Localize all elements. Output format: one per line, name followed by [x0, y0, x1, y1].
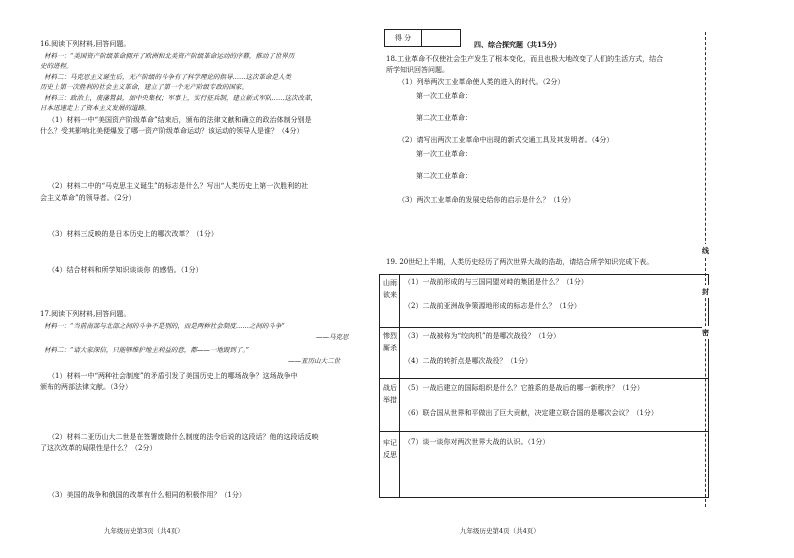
table-item: （2）二战前亚洲战争策源地形成的标志是什么？（1分）	[404, 302, 581, 310]
q16-material-1: 材料一：“美国资产阶级革命拥开了欧洲和北美资产阶级革命运动的序幕，推动了世界历	[44, 52, 295, 60]
table-item: （7）谈一谈你对两次世界大战的认识。（1分）	[404, 438, 550, 446]
section-title: 四、综合探究题（共15分）	[474, 40, 561, 49]
q17-material-1-source: ——马克思	[316, 333, 349, 341]
q17-part-2-cont: 了这次改革的局限性是什么？（2分）	[40, 444, 157, 452]
table-row-divider	[380, 431, 708, 432]
table-row-divider	[380, 327, 708, 328]
q17-part-1-cont: 颁布的两部法律文献。（3分）	[40, 383, 132, 391]
q18-answer-1a: 第一次工业革命：	[416, 92, 472, 100]
q16-part-1-cont: 什么？受其影响北美便爆发了哪一资产阶级革命运动？该运动的领导人是谁？（4分）	[40, 127, 304, 135]
q16-stem: 16.阅读下列材料,回答问题。	[40, 40, 131, 48]
q19-table	[379, 274, 709, 498]
q19-stem: 19. 20世纪上半期，人类历史经历了两次世界大战的浩劫，请结合所学知识完成下表。	[386, 258, 654, 266]
table-item: （1）一战前形成的与三国同盟对峙的集团是什么？（1分）	[404, 278, 588, 286]
margin-char-feng: 封	[702, 287, 709, 296]
q16-material-1-cont: 史的进程。	[40, 62, 73, 70]
q17-part-1: （1）材料一中“两种社会制度”的矛盾引发了美国历史上的哪场战争？这场战争中	[48, 372, 298, 380]
table-item: （5）一战后建立的国际组织是什么？它推系的是战后的哪一新秩序？（1分）	[404, 384, 644, 392]
q16-material-2: 材料二：马克思主义诞生后，无产阶级的斗争有了科学理论的指导……这次革命是人类	[44, 73, 291, 81]
left-page-footer: 九年级历史第3页（共4页）	[104, 527, 184, 535]
table-row-label: 牢记反思	[383, 439, 397, 459]
q16-part-2: （2）材料二中的“马克思主义诞生”的标志是什么？写出“人类历史上第一次胜利的社	[48, 182, 309, 190]
q17-material-2-source: ——亚历山大二世	[288, 357, 340, 365]
binding-line	[705, 32, 706, 507]
q16-material-3: 材料三：政治上，废藩置县，加中央集权；军事上，实行征兵制，建立新式军队……这次改革，	[44, 94, 317, 102]
q18-part-1: （1）列举两次工业革命使人类的进入的时代。（2分）	[398, 78, 565, 86]
q16-part-4: （4）结合材料和所学知识谈谈你 的感悟。（1分）	[48, 266, 203, 274]
q18-answer-2a: 第一次工业革命：	[416, 150, 472, 158]
q18-part-2: （2）请写出两次工业革命中出现的新式交通工具及其发明者。（4分）	[398, 136, 614, 144]
q18-stem: 18.工业革命不仅使社会生产发生了根本变化，而且也极大地改变了人们的生活方式，结合	[386, 55, 664, 63]
q18-answer-1b: 第二次工业革命：	[416, 114, 472, 122]
score-label: 得 分	[385, 30, 422, 46]
q16-material-2-cont: 历史上第一次胜利的社会主义革命，建立了第一个无产阶级专政的国家。	[40, 83, 248, 91]
q17-material-2: 材料二：“请大家深信，只能够维护地主利益的意，都——一地毁到了。”	[44, 346, 249, 354]
table-column-divider	[399, 275, 400, 497]
q18-answer-2b: 第二次工业革命：	[416, 172, 472, 180]
table-item: （4）二战的转折点是哪次战役？（1分）	[404, 357, 532, 365]
q17-stem: 17.阅读下列材料,回答问题。	[40, 310, 131, 318]
margin-char-mi: 密	[702, 328, 709, 337]
q16-part-3: （3）材料三反映的是日本历史上的哪次改革？（1分）	[48, 230, 218, 238]
q16-part-1: （1）材料一中“美国资产阶级革命”结束后，颁布的法律文献和确立的政治体制分别是	[48, 116, 312, 124]
right-page-footer: 九年级历史第4页（共4页）	[460, 527, 540, 535]
q18-stem-cont: 所学知识回答问题。	[386, 66, 449, 74]
table-item: （6）联合国从世界和平做出了巨大贡献，决定建立联合国的是哪次会议？（1分）	[404, 409, 658, 417]
score-box	[384, 29, 461, 47]
table-row-label: 战后举措	[383, 384, 397, 404]
table-item: （3）一战被称为“绞肉机”的是哪次战役？（1分）	[404, 332, 561, 340]
q17-part-2: （2）材料二亚历山大二世是在签署废除什么制度的法令后说的这段话？他的这段话反映	[48, 433, 319, 441]
margin-char-xian: 线	[702, 246, 709, 255]
table-row-label: 惨烈厮杀	[383, 332, 397, 352]
q17-part-3: （3）美国的战争和俄国的改革有什么相同的积极作用？（1分）	[48, 491, 246, 499]
q17-material-1: 材料一：“当前南部与北部之间的斗争不是别的，而是两种社会制度……之间的斗争”	[44, 322, 285, 330]
table-row-divider	[380, 378, 708, 379]
q16-part-2-cont: 会主义革命”的领导者。（2分）	[40, 194, 136, 202]
q16-material-3-cont: 日本迅速走上了资本主义发展的道路。	[40, 104, 151, 112]
q18-part-3: （3）两次工业革命的发展史给你的启示是什么？（1分）	[398, 196, 575, 204]
table-row-label: 山雨欲来	[383, 279, 397, 299]
